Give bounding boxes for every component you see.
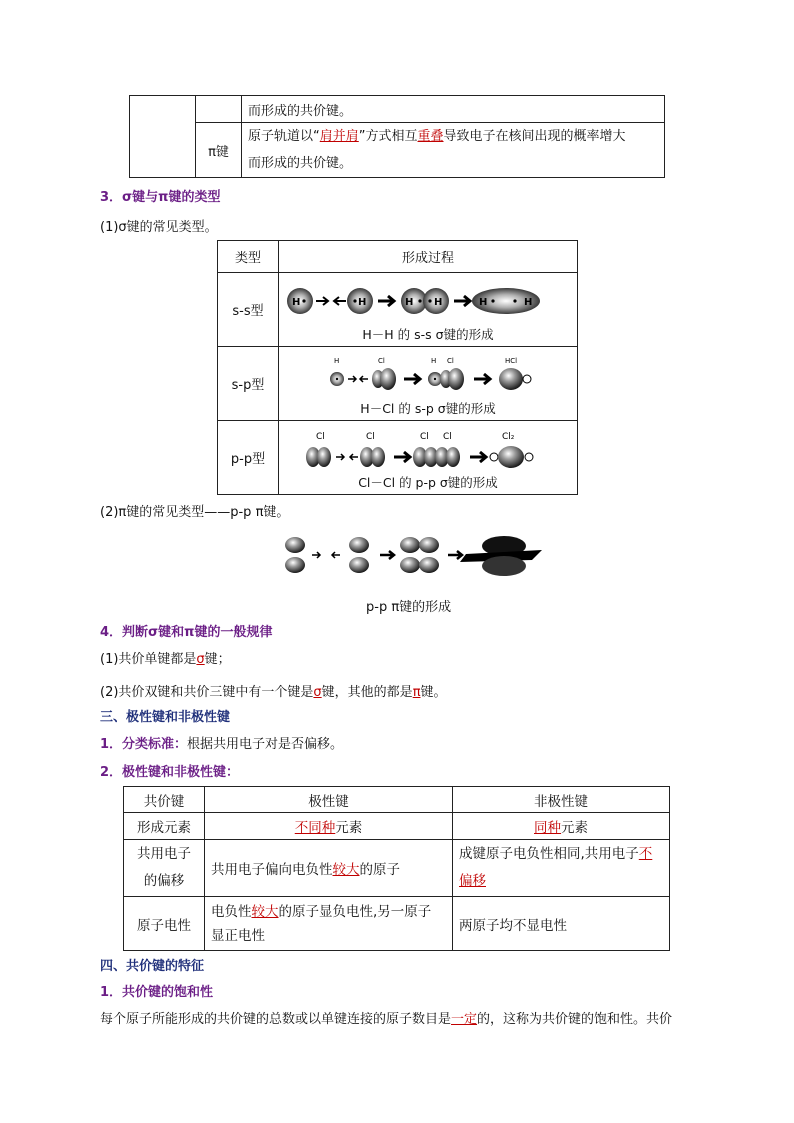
polar-elements: 不同种元素 <box>205 813 453 840</box>
svg-text:H: H <box>524 296 533 308</box>
row-shift-label: 共用电子 的偏移 <box>124 840 205 897</box>
ss-sigma-diagram <box>280 279 576 325</box>
svg-text:Cl: Cl <box>447 356 454 365</box>
pi-bond-desc: 原子轨道以“肩并肩”方式相互重叠导致电子在核间出现的概率增大 而形成的共价键。 <box>242 123 665 178</box>
part-4-heading: 四、共价键的特征 <box>100 959 205 974</box>
bond-type-table <box>129 95 665 178</box>
sigma-desc-tail: 而形成的共价键。 <box>242 96 665 123</box>
svg-text:H: H <box>431 356 437 365</box>
polar-shift: 共用电子偏向电负性较大的原子 <box>205 840 453 897</box>
type-ss: s-s型 <box>218 273 279 347</box>
nonpolar-elements: 同种元素 <box>453 813 670 840</box>
svg-text:H: H <box>292 296 301 308</box>
polar-col-nonpolar: 非极性键 <box>453 787 670 813</box>
section-3-heading: 3．σ键与π键的类型 <box>100 190 221 205</box>
pp-pi-diagram <box>280 532 542 578</box>
col-type-header: 类型 <box>218 241 279 273</box>
part-3-heading: 三、极性键和非极性键 <box>100 710 231 725</box>
svg-text:Cl: Cl <box>316 431 325 442</box>
row-elements-label: 形成元素 <box>124 813 205 840</box>
row-charge-label: 原子电性 <box>124 897 205 951</box>
polar-nonpolar-heading: 2．极性键和非极性键： <box>100 765 240 780</box>
type-pp: p-p型 <box>218 421 279 495</box>
polar-charge: 电负性较大的原子显负电性,另一原子 显正电性 <box>205 897 453 951</box>
ss-caption: H－H 的 s-s σ键的形成 <box>362 326 494 342</box>
nonpolar-shift: 成键原子电负性相同,共用电子不 偏移 <box>453 840 670 897</box>
classification-standard: 1．分类标准：根据共用电子对是否偏移。 <box>100 737 344 752</box>
type-sp: s-p型 <box>218 347 279 421</box>
rule-single-bond: (1)共价单键都是σ键； <box>100 652 231 667</box>
sp-caption: H－Cl 的 s-p σ键的形成 <box>360 400 496 416</box>
ss-process-cell <box>279 273 578 347</box>
sp-sigma-diagram <box>280 353 576 399</box>
svg-text:H: H <box>405 296 414 308</box>
polar-bond-table <box>123 786 670 951</box>
svg-text:Cl₂: Cl₂ <box>502 431 515 442</box>
sigma-bond-table <box>217 240 578 495</box>
pp-caption: Cl－Cl 的 p-p σ键的形成 <box>358 474 498 490</box>
col-process-header: 形成过程 <box>279 241 578 273</box>
polar-col-polar: 极性键 <box>205 787 453 813</box>
rule-multiple-bond: (2)共价双键和共价三键中有一个键是σ键，其他的都是π键。 <box>100 685 447 700</box>
svg-text:Cl: Cl <box>443 431 452 442</box>
section-4-heading: 4．判断σ键和π键的一般规律 <box>100 625 273 640</box>
svg-text:H: H <box>479 296 488 308</box>
svg-text:Cl: Cl <box>420 431 429 442</box>
nonpolar-charge: 两原子均不显电性 <box>453 897 670 951</box>
svg-text:Cl: Cl <box>378 356 385 365</box>
pp-process-cell <box>279 421 578 495</box>
pi-bond-label: π键 <box>196 123 242 178</box>
sp-process-cell <box>279 347 578 421</box>
saturation-paragraph: 每个原子所能形成的共价键的总数或以单键连接的原子数目是一定的，这称为共价键的饱和性。共价 <box>100 1012 673 1027</box>
pi-types-intro: (2)π键的常见类型——p-p π键。 <box>100 505 290 520</box>
pp-sigma-diagram <box>280 427 576 473</box>
pi-caption: p-p π键的形成 <box>366 600 452 615</box>
sigma-types-intro: (1)σ键的常见类型。 <box>100 220 218 235</box>
svg-text:HCl: HCl <box>505 356 518 365</box>
svg-text:H: H <box>434 296 443 308</box>
polar-col-bond: 共价键 <box>124 787 205 813</box>
svg-text:H: H <box>358 296 367 308</box>
svg-text:Cl: Cl <box>366 431 375 442</box>
svg-text:H: H <box>334 356 340 365</box>
saturation-heading: 1．共价键的饱和性 <box>100 985 214 1000</box>
